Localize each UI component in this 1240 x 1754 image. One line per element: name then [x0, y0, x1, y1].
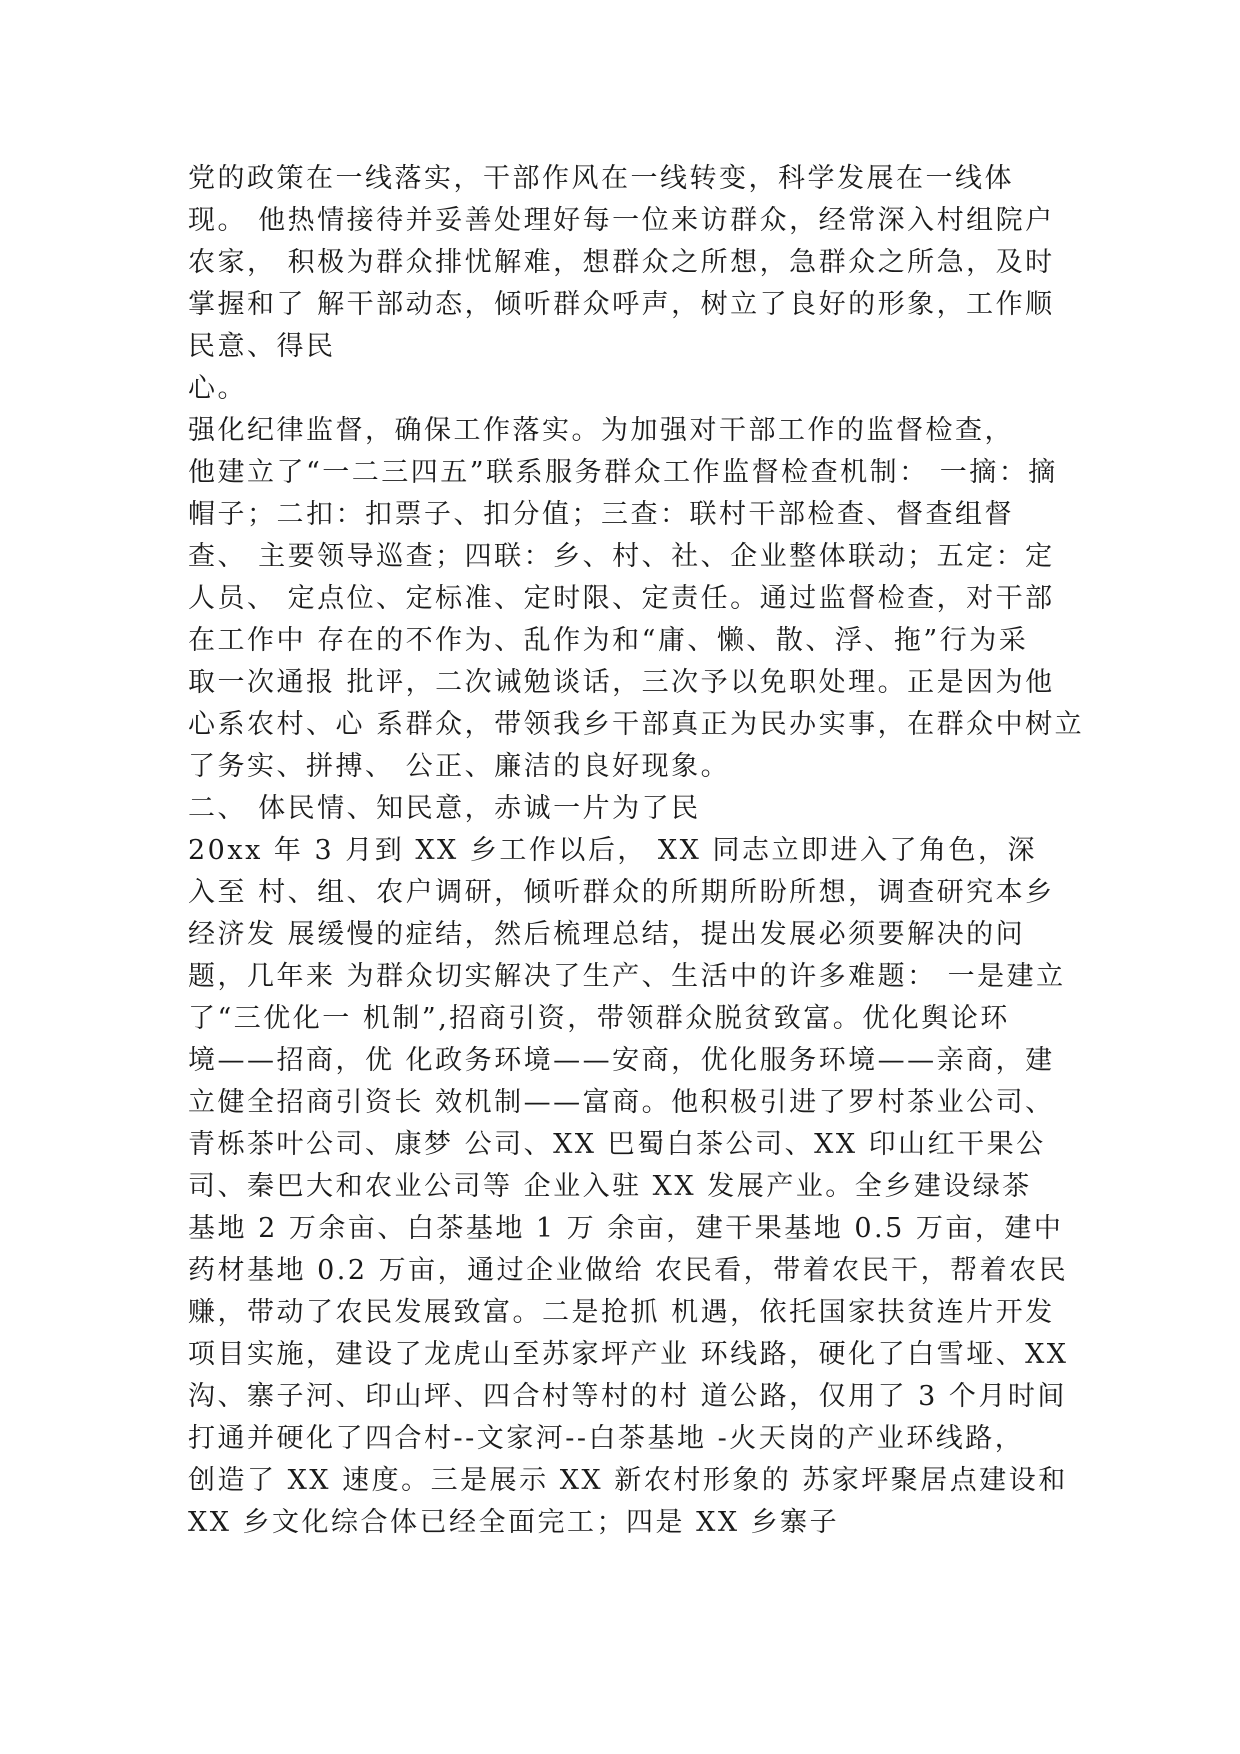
text-line: 人员、 定点位、定标准、定时限、定责任。通过监督检查，对干部 [188, 583, 1055, 614]
text-line: 在工作中 存在的不作为、乱作为和“庸、懒、散、浮、拖”行为采 [188, 625, 1029, 656]
text-line: 心系农村、心 系群众，带领我乡干部真正为民办实事，在群众中树立 [188, 709, 1085, 740]
text-line: 经济发 展缓慢的症结，然后梳理总结，提出发展必须要解决的问 [188, 919, 1026, 950]
text-line: 司、秦巴大和农业公司等 企业入驻 XX 发展产业。全乡建设绿茶 [188, 1171, 1032, 1202]
text-line: 创造了 XX 速度。三是展示 XX 新农村形象的 苏家坪聚居点建设和 [188, 1465, 1068, 1496]
text-line: 药材基地 0.2 万亩，通过企业做给 农民看，带着农民干，帮着农民 [188, 1255, 1069, 1286]
text-line: 立健全招商引资长 效机制——富商。他积极引进了罗村茶业公司、 [188, 1087, 1055, 1118]
text-line: 他建立了“一二三四五”联系服务群众工作监督检查机制： 一摘：摘 [188, 457, 1058, 488]
body-text [188, 158, 1085, 1544]
text-line: 掌握和了 解干部动态，倾听群众呼声，树立了良好的形象，工作顺 [188, 289, 1055, 320]
text-line: 现。 他热情接待并妥善处理好每一位来访群众，经常深入村组院户 [188, 205, 1055, 236]
text-line: 了“三优化一 机制”,招商引资，带领群众脱贫致富。优化舆论环 [188, 1003, 1010, 1034]
text-line: XX 乡文化综合体已经全面完工；四是 XX 乡寨子 [188, 1507, 840, 1538]
text-line: 二、 体民情、知民意，赤诚一片为了民 [188, 793, 701, 824]
text-line: 民意、得民 [188, 331, 336, 362]
text-line: 项目实施，建设了龙虎山至苏家坪产业 环线路，硬化了白雪垭、XX [188, 1339, 1069, 1370]
text-line: 20xx 年 3 月到 XX 乡工作以后， XX 同志立即进入了角色，深 [188, 835, 1037, 866]
text-line: 心。 [188, 373, 247, 404]
text-line: 境——招商，优 化政务环境——安商，优化服务环境——亲商，建 [188, 1045, 1055, 1076]
text-line: 题，几年来 为群众切实解决了生产、生活中的许多难题： 一是建立 [188, 961, 1066, 992]
text-line: 打通并硬化了四合村--文家河--白茶基地 -火天岗的产业环线路， [188, 1423, 1025, 1454]
text-line: 取一次通报 批评，二次诫勉谈话，三次予以免职处理。正是因为他 [188, 667, 1055, 698]
text-line: 强化纪律监督，确保工作落实。为加强对干部工作的监督检查， [188, 415, 1014, 446]
text-line: 沟、寨子河、印山坪、四合村等村的村 道公路，仅用了 3 个月时间 [188, 1381, 1067, 1412]
text-line: 农家， 积极为群众排忧解难，想群众之所想，急群众之所急，及时 [188, 247, 1055, 278]
text-line: 帽子；二扣：扣票子、扣分值；三查：联村干部检查、督查组督 [188, 499, 1014, 530]
text-line: 入至 村、组、农户调研，倾听群众的所期所盼所想，调查研究本乡 [188, 877, 1055, 908]
text-line: 基地 2 万余亩、白茶基地 1 万 余亩，建干果基地 0.5 万亩，建中 [188, 1213, 1064, 1244]
text-line: 党的政策在一线落实，干部作风在一线转变，科学发展在一线体 [188, 163, 1014, 194]
text-line: 了务实、拼搏、 公正、廉洁的良好现象。 [188, 751, 731, 782]
text-line: 赚，带动了农民发展致富。二是抢抓 机遇，依托国家扶贫连片开发 [188, 1297, 1055, 1328]
text-line: 青栎茶叶公司、康梦 公司、XX 巴蜀白茶公司、XX 印山红干果公 [188, 1129, 1046, 1160]
text-line: 查、 主要领导巡查；四联：乡、村、社、企业整体联动；五定：定 [188, 541, 1055, 572]
